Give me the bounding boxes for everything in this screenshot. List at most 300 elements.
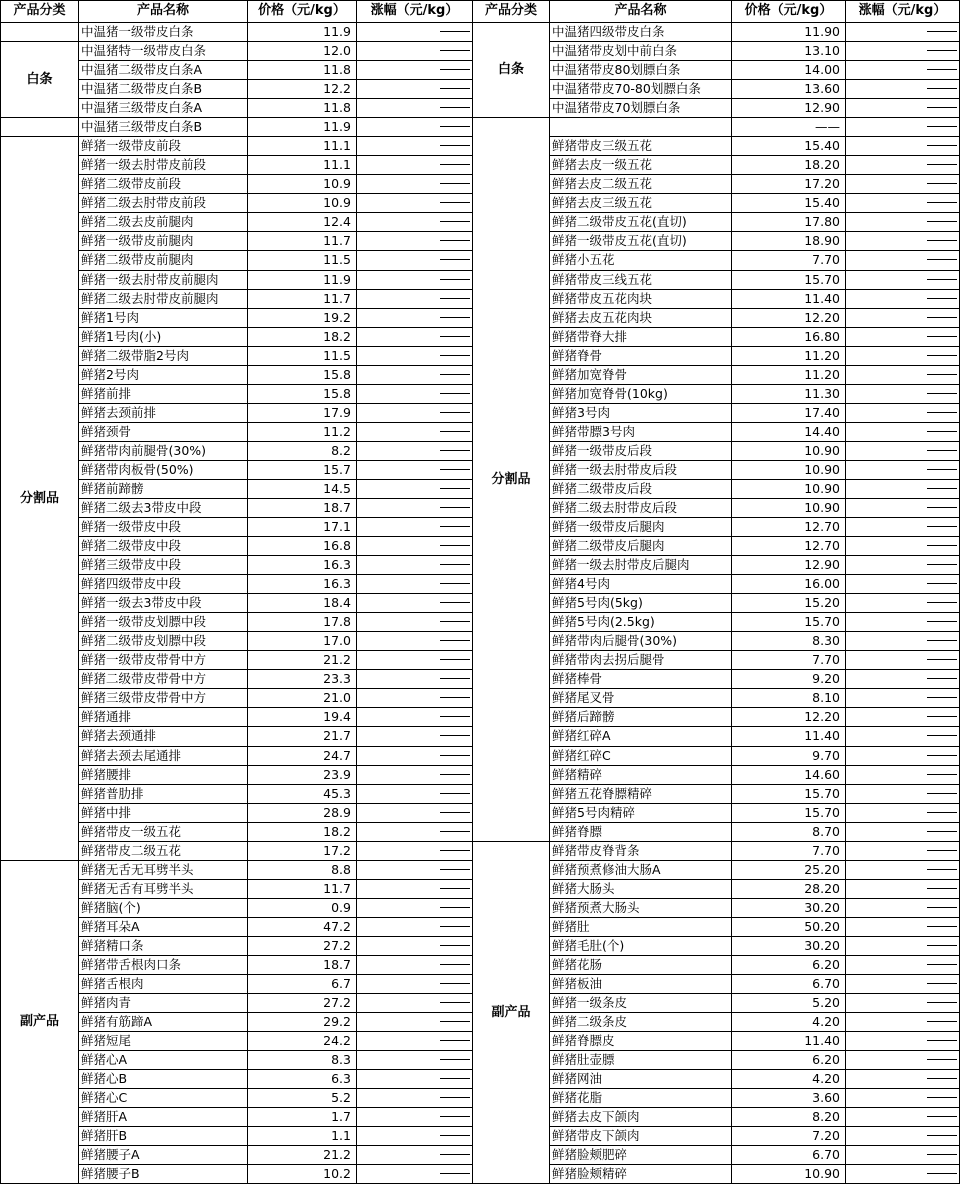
change-dash	[440, 431, 470, 432]
change-dash	[927, 659, 957, 660]
price-cell: 11.30	[732, 385, 846, 404]
product-name-cell: 鲜猪脊骨	[550, 347, 732, 366]
change-cell	[357, 708, 473, 727]
change-dash	[440, 507, 470, 508]
change-dash	[927, 678, 957, 679]
change-cell	[357, 975, 473, 994]
change-cell	[846, 328, 960, 347]
change-dash	[440, 126, 470, 127]
change-cell	[846, 423, 960, 442]
change-cell	[357, 727, 473, 747]
product-name-cell: 鲜猪尾叉骨	[550, 689, 732, 708]
product-name-cell: 鲜猪二级去肘带皮前段	[79, 194, 248, 213]
price-cell: 16.00	[732, 575, 846, 594]
product-name-cell: 中温猪特一级带皮白条	[79, 42, 248, 61]
product-name-cell: 鲜猪带皮一级五花	[79, 823, 248, 842]
product-name-cell: 鲜猪无舌有耳劈半头	[79, 880, 248, 899]
price-cell: 17.9	[248, 404, 357, 423]
price-cell: 17.40	[732, 404, 846, 423]
change-cell	[357, 1013, 473, 1032]
price-cell: 6.20	[732, 1051, 846, 1070]
change-dash	[927, 126, 957, 127]
price-cell: 11.20	[732, 366, 846, 385]
change-dash	[927, 983, 957, 984]
change-dash	[440, 659, 470, 660]
change-dash	[927, 1135, 957, 1136]
product-name-cell: 鲜猪红碎C	[550, 747, 732, 766]
product-name-cell: 鲜猪精碎	[550, 766, 732, 785]
change-cell	[846, 556, 960, 575]
change-cell	[846, 594, 960, 613]
price-cell: 11.8	[248, 61, 357, 80]
change-cell	[357, 956, 473, 975]
change-cell	[357, 404, 473, 423]
header-price: 价格（元/kg）	[732, 0, 846, 23]
product-name-cell: 鲜猪脑(个)	[79, 899, 248, 918]
change-cell	[846, 899, 960, 918]
product-name-cell: 鲜猪板油	[550, 975, 732, 994]
change-cell	[846, 1089, 960, 1108]
change-cell	[846, 1070, 960, 1089]
product-name-cell: 鲜猪带皮脊背条	[550, 842, 732, 861]
product-name-cell: 鲜猪二级带皮中段	[79, 537, 248, 556]
product-name-cell: 鲜猪心A	[79, 1051, 248, 1070]
price-cell: 18.2	[248, 328, 357, 347]
change-cell	[357, 861, 473, 880]
price-cell: 12.20	[732, 309, 846, 328]
price-cell: ——	[732, 118, 846, 137]
category-cell: 副产品	[473, 842, 550, 1184]
change-cell	[846, 309, 960, 328]
change-dash	[440, 1059, 470, 1060]
change-dash	[927, 431, 957, 432]
change-dash	[440, 888, 470, 889]
change-dash	[927, 583, 957, 584]
product-name-cell: 鲜猪带肉前腿骨(30%)	[79, 442, 248, 461]
product-name-cell	[550, 118, 732, 137]
price-cell: 11.9	[248, 23, 357, 42]
price-cell: 0.9	[248, 899, 357, 918]
product-name-cell: 鲜猪一级带皮前腿肉	[79, 232, 248, 251]
change-dash	[927, 697, 957, 698]
price-cell: 11.40	[732, 290, 846, 309]
change-cell	[357, 328, 473, 347]
price-cell: 15.40	[732, 194, 846, 213]
product-name-cell: 鲜猪脸颊精碎	[550, 1165, 732, 1184]
product-name-cell: 鲜猪腰排	[79, 766, 248, 785]
change-dash	[440, 755, 470, 756]
product-name-cell: 鲜猪一级去肘带皮后腿肉	[550, 556, 732, 575]
price-cell: 14.60	[732, 766, 846, 785]
change-dash	[440, 221, 470, 222]
price-cell: 27.2	[248, 937, 357, 956]
change-dash	[927, 1059, 957, 1060]
change-cell	[846, 727, 960, 747]
product-name-cell: 鲜猪5号肉(2.5kg)	[550, 613, 732, 632]
change-dash	[440, 336, 470, 337]
price-cell: 7.70	[732, 842, 846, 861]
price-cell: 10.90	[732, 461, 846, 480]
change-cell	[357, 823, 473, 842]
product-name-cell: 鲜猪5号肉精碎	[550, 804, 732, 823]
change-dash	[440, 545, 470, 546]
change-dash	[440, 50, 470, 51]
price-cell: 19.4	[248, 708, 357, 727]
change-cell	[846, 994, 960, 1013]
change-dash	[927, 50, 957, 51]
price-cell: 11.9	[248, 271, 357, 290]
change-dash	[927, 621, 957, 622]
header-product-name: 产品名称	[79, 0, 248, 23]
change-cell	[846, 708, 960, 727]
change-dash	[440, 621, 470, 622]
price-cell: 19.2	[248, 309, 357, 328]
change-dash	[927, 735, 957, 736]
product-name-cell: 鲜猪花脂	[550, 1089, 732, 1108]
change-dash	[440, 793, 470, 794]
product-name-cell: 鲜猪去皮五花肉块	[550, 309, 732, 328]
change-dash	[927, 164, 957, 165]
change-cell	[846, 271, 960, 290]
change-dash	[440, 145, 470, 146]
change-cell	[357, 1070, 473, 1089]
price-cell: 24.7	[248, 747, 357, 766]
product-name-cell: 鲜猪脊膘皮	[550, 1032, 732, 1051]
product-name-cell: 鲜猪精口条	[79, 937, 248, 956]
product-name-cell: 鲜猪中排	[79, 804, 248, 823]
price-cell: 7.70	[732, 651, 846, 670]
product-name-cell: 中温猪带皮70划膘白条	[550, 99, 732, 118]
change-dash	[927, 298, 957, 299]
change-dash	[440, 697, 470, 698]
product-name-cell: 鲜猪二级带皮划膘中段	[79, 632, 248, 651]
change-dash	[927, 1002, 957, 1003]
product-name-cell: 鲜猪去颈前排	[79, 404, 248, 423]
price-cell: 10.90	[732, 480, 846, 499]
product-name-cell: 鲜猪二级去3带皮中段	[79, 499, 248, 518]
price-cell: 8.70	[732, 823, 846, 842]
product-name-cell: 鲜猪5号肉(5kg)	[550, 594, 732, 613]
price-cell: 10.90	[732, 499, 846, 518]
change-cell	[846, 1165, 960, 1184]
change-cell	[357, 613, 473, 632]
product-name-cell: 鲜猪二级带皮五花(直切)	[550, 213, 732, 232]
change-dash	[440, 393, 470, 394]
product-name-cell: 鲜猪五花脊膘精碎	[550, 785, 732, 804]
change-cell	[357, 366, 473, 385]
change-cell	[846, 194, 960, 213]
price-cell: 10.2	[248, 1165, 357, 1184]
change-cell	[357, 23, 473, 42]
change-dash	[927, 602, 957, 603]
price-cell: 28.20	[732, 880, 846, 899]
change-cell	[357, 175, 473, 194]
product-name-cell: 鲜猪带皮三级五花	[550, 137, 732, 156]
change-cell	[846, 689, 960, 708]
change-cell	[357, 480, 473, 499]
product-name-cell: 鲜猪二级带脂2号肉	[79, 347, 248, 366]
price-cell: 15.8	[248, 366, 357, 385]
product-name-cell: 鲜猪一级带皮带骨中方	[79, 651, 248, 670]
product-name-cell: 鲜猪脸颊肥碎	[550, 1146, 732, 1165]
product-name-cell: 鲜猪三级带皮带骨中方	[79, 689, 248, 708]
price-cell: 8.10	[732, 689, 846, 708]
change-cell	[846, 575, 960, 594]
change-cell	[357, 1032, 473, 1051]
price-cell: 16.8	[248, 537, 357, 556]
change-dash	[927, 317, 957, 318]
change-cell	[846, 861, 960, 880]
change-dash	[440, 1040, 470, 1041]
change-dash	[440, 1097, 470, 1098]
product-name-cell: 鲜猪小五花	[550, 251, 732, 271]
change-dash	[927, 812, 957, 813]
change-dash	[440, 317, 470, 318]
product-name-cell: 鲜猪三级带皮中段	[79, 556, 248, 575]
change-dash	[927, 69, 957, 70]
price-cell: 18.7	[248, 956, 357, 975]
price-cell: 12.70	[732, 537, 846, 556]
change-dash	[927, 545, 957, 546]
change-dash	[927, 850, 957, 851]
price-cell: 11.90	[732, 23, 846, 42]
price-cell: 13.60	[732, 80, 846, 99]
price-cell: 21.7	[248, 727, 357, 747]
change-cell	[846, 747, 960, 766]
product-name-cell: 鲜猪一级去肘带皮前段	[79, 156, 248, 175]
price-cell: 12.0	[248, 42, 357, 61]
change-cell	[846, 537, 960, 556]
price-cell: 10.90	[732, 1165, 846, 1184]
change-cell	[846, 42, 960, 61]
change-dash	[440, 850, 470, 851]
product-name-cell: 鲜猪前蹄髈	[79, 480, 248, 499]
price-cell: 30.20	[732, 937, 846, 956]
product-name-cell: 中温猪一级带皮白条	[79, 23, 248, 42]
change-dash	[927, 1097, 957, 1098]
product-name-cell: 鲜猪预煮修油大肠A	[550, 861, 732, 880]
product-name-cell: 鲜猪带皮三线五花	[550, 271, 732, 290]
change-dash	[440, 1021, 470, 1022]
price-cell: 14.00	[732, 61, 846, 80]
product-name-cell: 鲜猪后蹄髈	[550, 708, 732, 727]
price-cell: 25.20	[732, 861, 846, 880]
price-cell: 27.2	[248, 994, 357, 1013]
change-dash	[440, 735, 470, 736]
change-cell	[846, 956, 960, 975]
price-cell: 10.9	[248, 194, 357, 213]
price-cell: 8.2	[248, 442, 357, 461]
price-cell: 6.70	[732, 975, 846, 994]
price-cell: 14.40	[732, 423, 846, 442]
product-name-cell: 中温猪二级带皮白条A	[79, 61, 248, 80]
change-dash	[440, 964, 470, 965]
change-cell	[846, 347, 960, 366]
product-name-cell: 鲜猪一级带皮后腿肉	[550, 518, 732, 537]
product-name-cell: 鲜猪带膘3号肉	[550, 423, 732, 442]
change-cell	[357, 499, 473, 518]
price-cell: 17.8	[248, 613, 357, 632]
change-cell	[846, 366, 960, 385]
price-cell: 12.20	[732, 708, 846, 727]
change-cell	[846, 385, 960, 404]
price-cell: 6.7	[248, 975, 357, 994]
change-cell	[357, 347, 473, 366]
product-name-cell: 鲜猪颈骨	[79, 423, 248, 442]
change-dash	[927, 869, 957, 870]
change-dash	[440, 1078, 470, 1079]
price-cell: 6.70	[732, 1146, 846, 1165]
change-cell	[846, 61, 960, 80]
change-dash	[927, 774, 957, 775]
change-cell	[357, 290, 473, 309]
price-cell: 15.7	[248, 461, 357, 480]
change-dash	[440, 31, 470, 32]
change-cell	[357, 309, 473, 328]
change-dash	[927, 716, 957, 717]
change-cell	[357, 575, 473, 594]
product-name-cell: 鲜猪肝A	[79, 1108, 248, 1127]
change-cell	[846, 1146, 960, 1165]
header-category: 产品分类	[473, 0, 550, 23]
product-name-cell: 鲜猪二级条皮	[550, 1013, 732, 1032]
price-cell: 11.7	[248, 290, 357, 309]
change-dash	[927, 259, 957, 260]
price-cell: 30.20	[732, 899, 846, 918]
change-dash	[440, 240, 470, 241]
price-cell: 8.30	[732, 632, 846, 651]
change-cell	[357, 842, 473, 861]
price-cell: 11.5	[248, 251, 357, 271]
product-name-cell: 鲜猪心B	[79, 1070, 248, 1089]
product-name-cell: 鲜猪1号肉(小)	[79, 328, 248, 347]
product-name-cell: 鲜猪去皮三级五花	[550, 194, 732, 213]
price-cell: 16.3	[248, 575, 357, 594]
change-dash	[440, 488, 470, 489]
change-cell	[357, 156, 473, 175]
change-dash	[927, 888, 957, 889]
price-cell: 29.2	[248, 1013, 357, 1032]
product-name-cell: 鲜猪一级带皮前段	[79, 137, 248, 156]
change-cell	[846, 442, 960, 461]
product-name-cell: 鲜猪二级带皮前段	[79, 175, 248, 194]
change-cell	[846, 670, 960, 689]
change-cell	[357, 42, 473, 61]
change-cell	[357, 251, 473, 271]
product-name-cell: 鲜猪肝B	[79, 1127, 248, 1146]
change-cell	[357, 1127, 473, 1146]
change-cell	[357, 194, 473, 213]
product-name-cell: 鲜猪带皮二级五花	[79, 842, 248, 861]
change-cell	[357, 385, 473, 404]
product-name-cell: 鲜猪毛肚(个)	[550, 937, 732, 956]
price-cell: 18.20	[732, 156, 846, 175]
category-cell: 白条	[0, 42, 79, 118]
price-cell: 6.20	[732, 956, 846, 975]
price-cell: 11.2	[248, 423, 357, 442]
product-name-cell: 鲜猪预煮大肠头	[550, 899, 732, 918]
product-name-cell: 鲜猪二级去皮前腿肉	[79, 213, 248, 232]
change-dash	[927, 412, 957, 413]
change-dash	[927, 488, 957, 489]
change-cell	[846, 651, 960, 670]
change-cell	[846, 1013, 960, 1032]
change-dash	[927, 640, 957, 641]
product-name-cell: 鲜猪带肉后腿骨(30%)	[550, 632, 732, 651]
change-cell	[846, 1032, 960, 1051]
change-cell	[357, 537, 473, 556]
price-cell: 15.70	[732, 804, 846, 823]
change-cell	[357, 880, 473, 899]
price-cell: 23.9	[248, 766, 357, 785]
change-dash	[440, 259, 470, 260]
price-cell: 12.2	[248, 80, 357, 99]
product-name-cell: 鲜猪二级带皮带骨中方	[79, 670, 248, 689]
product-name-cell: 鲜猪棒骨	[550, 670, 732, 689]
change-cell	[357, 99, 473, 118]
change-cell	[846, 137, 960, 156]
price-cell: 11.1	[248, 137, 357, 156]
price-cell: 15.8	[248, 385, 357, 404]
change-cell	[357, 747, 473, 766]
product-name-cell: 鲜猪一级去肘带皮前腿肉	[79, 271, 248, 290]
change-cell	[357, 232, 473, 251]
product-name-cell: 鲜猪有筋蹄A	[79, 1013, 248, 1032]
change-cell	[357, 994, 473, 1013]
price-cell: 17.80	[732, 213, 846, 232]
price-cell: 18.90	[732, 232, 846, 251]
change-cell	[846, 232, 960, 251]
change-dash	[440, 774, 470, 775]
change-dash	[927, 964, 957, 965]
price-cell: 14.5	[248, 480, 357, 499]
change-dash	[440, 564, 470, 565]
price-cell: 15.70	[732, 271, 846, 290]
change-cell	[846, 766, 960, 785]
change-cell	[357, 689, 473, 708]
product-name-cell: 鲜猪去皮下颌肉	[550, 1108, 732, 1127]
price-cell: 11.9	[248, 118, 357, 137]
price-cell: 10.9	[248, 175, 357, 194]
change-cell	[357, 118, 473, 137]
price-cell: 4.20	[732, 1070, 846, 1089]
product-name-cell: 鲜猪舌根肉	[79, 975, 248, 994]
product-name-cell: 鲜猪带舌根肉口条	[79, 956, 248, 975]
change-dash	[440, 983, 470, 984]
category-cell: 副产品	[0, 861, 79, 1184]
change-dash	[927, 945, 957, 946]
change-dash	[440, 1154, 470, 1155]
product-name-cell: 鲜猪去颈通排	[79, 727, 248, 747]
product-name-cell: 中温猪带皮划中前白条	[550, 42, 732, 61]
change-dash	[927, 183, 957, 184]
change-cell	[357, 785, 473, 804]
change-cell	[357, 918, 473, 937]
price-cell: 28.9	[248, 804, 357, 823]
change-cell	[846, 499, 960, 518]
price-cell: 18.7	[248, 499, 357, 518]
product-name-cell: 鲜猪带皮下颌肉	[550, 1127, 732, 1146]
change-cell	[357, 80, 473, 99]
price-cell: 24.2	[248, 1032, 357, 1051]
change-cell	[357, 899, 473, 918]
header-price: 价格（元/kg）	[248, 0, 357, 23]
price-cell: 15.40	[732, 137, 846, 156]
header-change: 涨幅（元/kg）	[357, 0, 473, 23]
price-cell: 17.20	[732, 175, 846, 194]
change-dash	[440, 279, 470, 280]
price-cell: 17.2	[248, 842, 357, 861]
